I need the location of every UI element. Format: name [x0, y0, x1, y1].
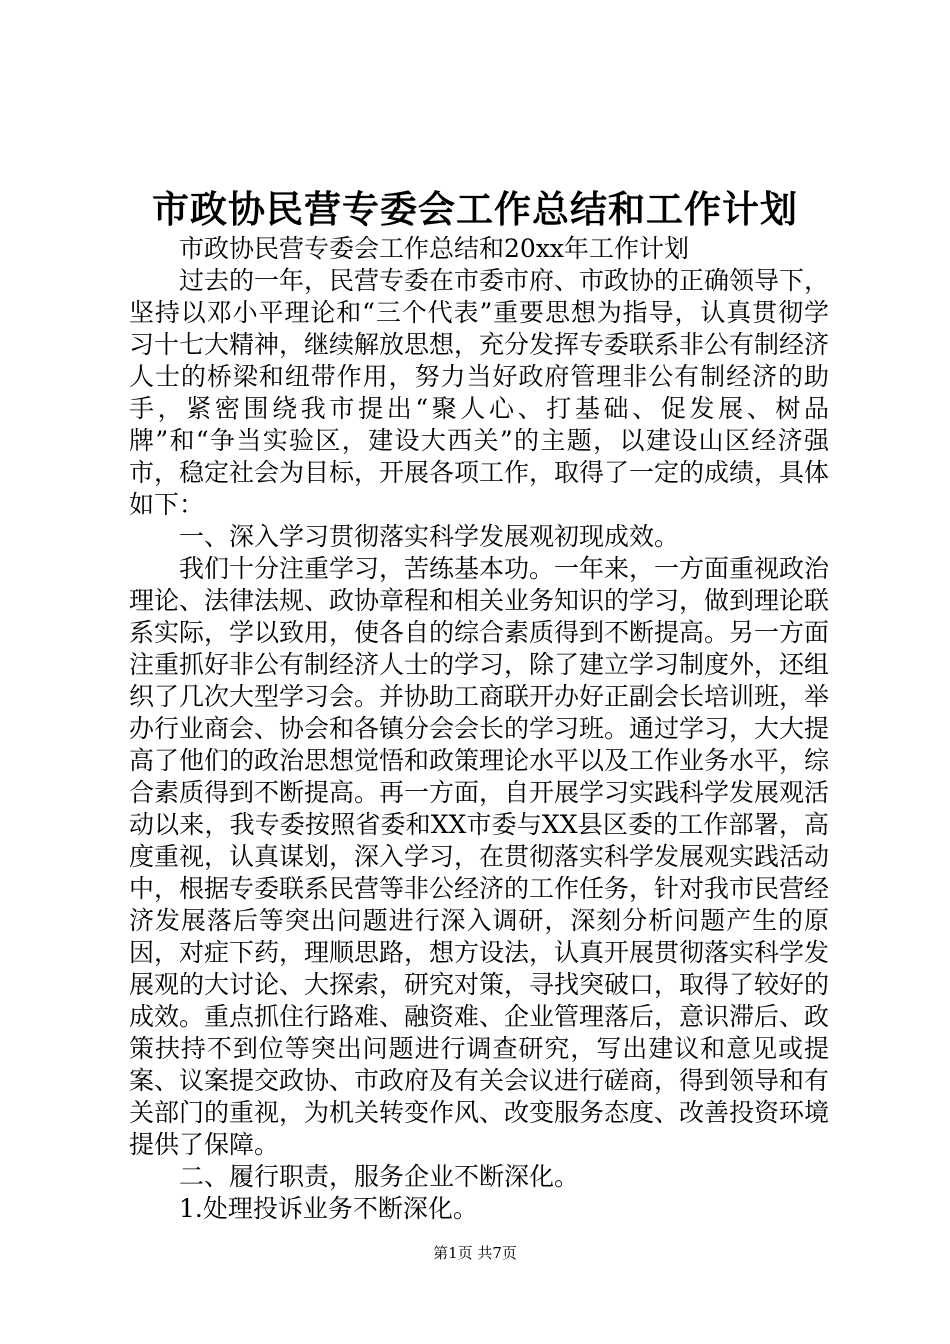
- subtitle-paragraph: 市政协民营专委会工作总结和20xx年工作计划: [179, 234, 690, 263]
- document-title: 市政协民营专委会工作总结和工作计划: [152, 187, 798, 231]
- page-number-footer: 第1页 共7页: [433, 1244, 517, 1262]
- section-1-paragraph: 我们十分注重学习，苦练基本功。一年来，一方面重视政治理论、法律法规、政协章程和相关业务知识的学习，做到理论联系实际，学以致用，使各自的综合素质得到不断提高。另一方面注重抓好非公有制经济人士的学习，除了建立学习制度外，还组织了几次大型学习会。并协助工商联开办好正副会长培训班，举办行业商会、协会和各镇分会会长的学习班。通过学习，大大提高了他们的政治思想觉悟和政策理论水平以及工作业务水平，综合素质得到不断提高。再一方面，自开展学习实践科学发展观活动以来，我专委按照省委和XX市委与XX县区委的工作部署，高度重视，认真谋划，深入学习，在贯彻落实科学发展观实践活动中，根据专委联系民营等非公经济的工作任务，针对我市民营经济发展落后等突出问题进行深入调研，深刻分析问题产生的原因，对症下药，理顺思路，想方设法，认真开展贯彻落实科学发展观的大讨论、大探索，研究对策，寻找突破口，取得了较好的成效。重点抓住行路难、融资难、企业管理落后，意识滞后、政策扶持不到位等突出问题进行调查研究，写出建议和意见或提案、议案提交政协、市政府及有关会议进行磋商，得到领导和有关部门的重视，为机关转变作风、改变服务态度、改善投资环境提供了保障。: [129, 554, 830, 1159]
- subsection-heading-1: 1.处理投诉业务不断深化。: [179, 1194, 478, 1223]
- section-heading-2: 二、履行职责，服务企业不断深化。: [179, 1162, 580, 1191]
- section-heading-1: 一、深入学习贯彻落实科学发展观初现成效。: [179, 522, 680, 551]
- intro-paragraph: 过去的一年，民营专委在市委市府、市政协的正确领导下，坚持以邓小平理论和“三个代表”重要思想为指导，认真贯彻学习十七大精神，继续解放思想，充分发挥专委联系非公有制经济人士的桥梁和纽带作用，努力当好政府管理非公有制经济的助手，紧密围绕我市提出“聚人心、打基础、促发展、树品牌”和“争当实验区，建设大西关”的主题，以建设山区经济强市，稳定社会为目标，开展各项工作，取得了一定的成绩，具体如下：: [129, 266, 830, 519]
- document-body: [129, 233, 829, 1225]
